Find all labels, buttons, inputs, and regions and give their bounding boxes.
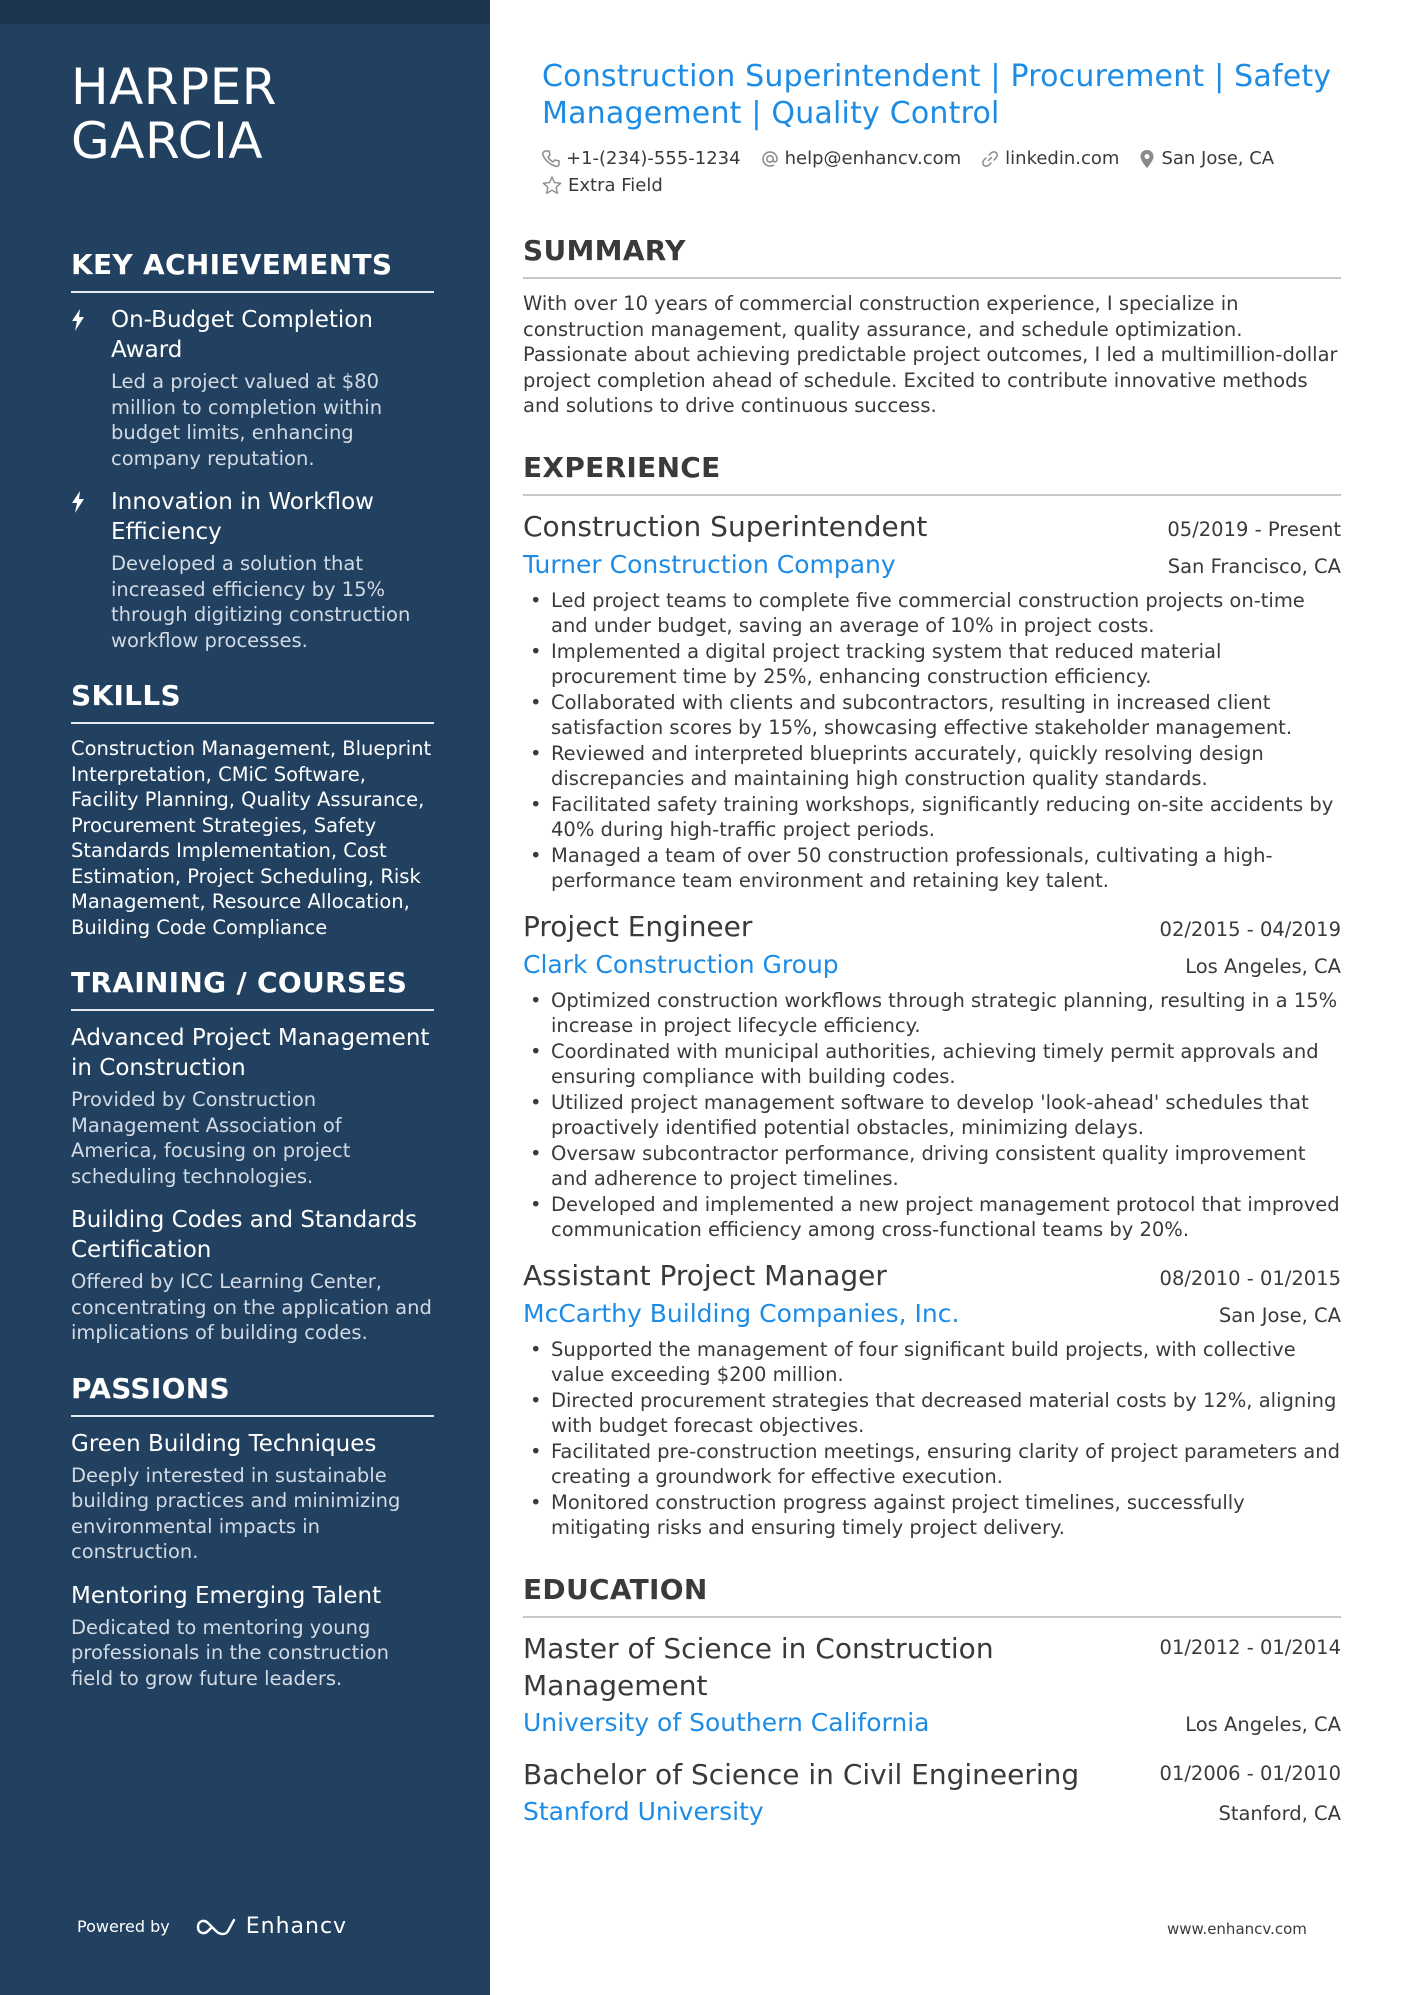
skills-section [71, 679, 434, 940]
bullet-item: • Managed a team of over 50 construction professionals, cultivating a high-performance team environment and retaining key talent. [523, 843, 1341, 894]
job-title: Construction Superintendent [523, 509, 928, 543]
bullet-item: • Supported the management of four significant build projects, with collective value exceeding $200 million. [523, 1337, 1341, 1388]
experience-section [523, 451, 1341, 1541]
contact-location [1139, 148, 1274, 169]
training-desc: Provided by Construction Management Association of America, focusing on project scheduling technologies. [71, 1088, 351, 1188]
bullet-item: • Utilized project management software to develop 'look-ahead' schedules that proactively identified potential obstacles, minimizing delays. [523, 1090, 1341, 1141]
achievement-item [71, 305, 434, 471]
bullet-item: • Monitored construction progress against project timelines, successfully mitigating risks and ensuring timely project delivery. [523, 1490, 1341, 1541]
summary-text: With over 10 years of commercial construction experience, I specialize in construction management, quality assurance, and schedule optimization. Passionate about achieving predictable project outcomes, I led a multimillion-dollar project completion ahead of schedule. Excited to contribute innovative methods and solutions to drive continuous success. [523, 292, 1338, 417]
main-content [523, 0, 1341, 1995]
job-location: San Jose, CA [1218, 1303, 1341, 1327]
education-section [523, 1573, 1341, 1831]
contact-email[interactable] [761, 148, 962, 169]
education-heading: EDUCATION [523, 1573, 1341, 1618]
passion-item [71, 1581, 434, 1692]
bullet-item: • Directed procurement strategies that decreased material costs by 12%, aligning with budget forecast objectives. [523, 1388, 1341, 1439]
skills-list: Construction Management, Blueprint Interpretation, CMiC Software, Facility Planning, Quality Assurance, Procurement Strategies, Safety Standards Implementation, Cost Estimation, Project Scheduling, Risk Management, Resource Allocation, Building Code Compliance [71, 737, 432, 939]
education-location: Stanford, CA [1218, 1801, 1341, 1825]
summary-section [523, 234, 1341, 419]
bullet-item: • Facilitated pre-construction meetings, ensuring clarity of project parameters and creating a groundwork for effective execution. [523, 1439, 1341, 1490]
job-entry [523, 908, 1341, 1243]
training-item [71, 1023, 434, 1189]
job-location: Los Angeles, CA [1185, 954, 1341, 978]
passion-title: Green Building Techniques [71, 1430, 377, 1457]
email-text: help@enhancv.com [784, 148, 962, 169]
contact-extra [542, 175, 663, 196]
achievement-desc: Developed a solution that increased efficiency by 15% through digitizing construction workflow processes. [111, 552, 411, 652]
job-bullets [523, 988, 1341, 1243]
headline: Construction Superintendent | Procurement | Safety Management | Quality Control [542, 59, 1332, 131]
brand-name: Enhancv [245, 1914, 348, 1939]
bullet-item: • Collaborated with clients and subcontractors, resulting in increased client satisfaction scores by 15%, showcasing effective stakeholder management. [523, 690, 1341, 741]
bullet-item: • Coordinated with municipal authorities, achieving timely permit approvals and ensuring compliance with building codes. [523, 1039, 1341, 1090]
education-entry [523, 1630, 1341, 1742]
star-icon [542, 176, 562, 195]
job-title: Project Engineer [523, 909, 753, 943]
job-entry [523, 508, 1341, 894]
location-pin-icon [1139, 149, 1155, 169]
contact-phone[interactable] [542, 148, 741, 169]
training-item [71, 1205, 434, 1346]
at-icon [761, 150, 779, 168]
training-desc: Offered by ICC Learning Center, concentrating on the application and implications of building codes. [71, 1270, 432, 1344]
bullet-item: • Implemented a digital project tracking system that reduced material procurement time by 25%, enhancing construction efficiency. [523, 639, 1341, 690]
passion-desc: Deeply interested in sustainable building practices and minimizing environmental impacts in construction. [71, 1463, 401, 1563]
job-entry [523, 1257, 1341, 1541]
bullet-item: • Reviewed and interpreted blueprints accurately, quickly resolving design discrepancies and maintaining high construction quality standards. [523, 741, 1341, 792]
school-name: Stanford University [523, 1796, 764, 1826]
education-date: 01/2012 - 01/2014 [1159, 1635, 1341, 1659]
education-date: 01/2006 - 01/2010 [1159, 1761, 1341, 1785]
job-bullets [523, 1337, 1341, 1541]
experience-heading: EXPERIENCE [523, 451, 1341, 496]
passion-item [71, 1429, 434, 1565]
passions-heading: PASSIONS [71, 1372, 434, 1417]
enhancv-logo-icon [194, 1916, 238, 1938]
bullet-item: • Oversaw subcontractor performance, driving consistent quality improvement and adherence to project timelines. [523, 1141, 1341, 1192]
job-date: 05/2019 - Present [1167, 517, 1341, 541]
job-date: 02/2015 - 04/2019 [1159, 917, 1341, 941]
lightning-icon [71, 487, 111, 653]
skills-heading: SKILLS [71, 679, 434, 724]
link-icon [981, 150, 999, 168]
passions-section [71, 1372, 434, 1692]
job-date: 08/2010 - 01/2015 [1159, 1266, 1341, 1290]
training-section [71, 966, 434, 1346]
job-title: Assistant Project Manager [523, 1258, 887, 1292]
degree-title: Master of Science in Construction Management [523, 1631, 994, 1702]
passion-desc: Dedicated to mentoring young professionals in the construction field to grow future leaders. [71, 1615, 389, 1690]
training-title: Building Codes and Standards Certification [71, 1207, 417, 1263]
linkedin-text: linkedin.com [1005, 148, 1120, 169]
bullet-item: • Facilitated safety training workshops, significantly reducing on-site accidents by 40% during high-traffic project periods. [523, 792, 1341, 843]
achievement-title: On-Budget Completion Award [111, 307, 373, 363]
job-location: San Francisco, CA [1167, 554, 1341, 578]
powered-by[interactable] [77, 1914, 347, 1939]
company-name: Clark Construction Group [523, 949, 839, 979]
training-heading: TRAINING / COURSES [71, 966, 434, 1011]
passion-title: Mentoring Emerging Talent [71, 1582, 382, 1609]
education-entry [523, 1756, 1341, 1831]
training-title: Advanced Project Management in Construction [71, 1025, 430, 1081]
sidebar [0, 0, 490, 1995]
phone-icon [542, 150, 560, 168]
bullet-item: • Optimized construction workflows through strategic planning, resulting in a 15% increase in project lifecycle efficiency. [523, 988, 1341, 1039]
contact-linkedin[interactable] [981, 148, 1119, 169]
degree-title: Bachelor of Science in Civil Engineering [523, 1757, 1080, 1791]
bullet-item: • Developed and implemented a new project management protocol that improved communication efficiency among cross-functional teams by 20%. [523, 1192, 1341, 1243]
candidate-name [71, 60, 434, 168]
brand-logo [194, 1914, 347, 1939]
name-first: HARPER [71, 58, 278, 116]
company-name: McCarthy Building Companies, Inc. [523, 1298, 960, 1328]
footer-url[interactable]: www.enhancv.com [1167, 1920, 1307, 1938]
contact-bar [523, 148, 1343, 202]
education-location: Los Angeles, CA [1185, 1712, 1341, 1736]
school-name: University of Southern California [523, 1707, 930, 1737]
lightning-icon [71, 305, 111, 471]
achievement-item [71, 487, 434, 653]
summary-heading: SUMMARY [523, 234, 1341, 279]
achievement-desc: Led a project valued at $80 million to completion within budget limits, enhancing company reputation. [111, 370, 383, 470]
bullet-item: • Led project teams to complete five commercial construction projects on-time and under budget, saving an average of 10% in project costs. [523, 588, 1341, 639]
powered-by-label: Powered by [77, 1917, 170, 1936]
name-last: GARCIA [71, 112, 264, 170]
job-bullets [523, 588, 1341, 894]
achievements-heading: KEY ACHIEVEMENTS [71, 248, 434, 293]
company-name: Turner Construction Company [523, 549, 896, 579]
extra-text: Extra Field [568, 175, 663, 196]
location-text: San Jose, CA [1161, 148, 1275, 169]
phone-text: +1-(234)-555-1234 [566, 148, 741, 169]
achievement-title: Innovation in Workflow Efficiency [111, 489, 374, 545]
achievements-section [71, 248, 434, 653]
